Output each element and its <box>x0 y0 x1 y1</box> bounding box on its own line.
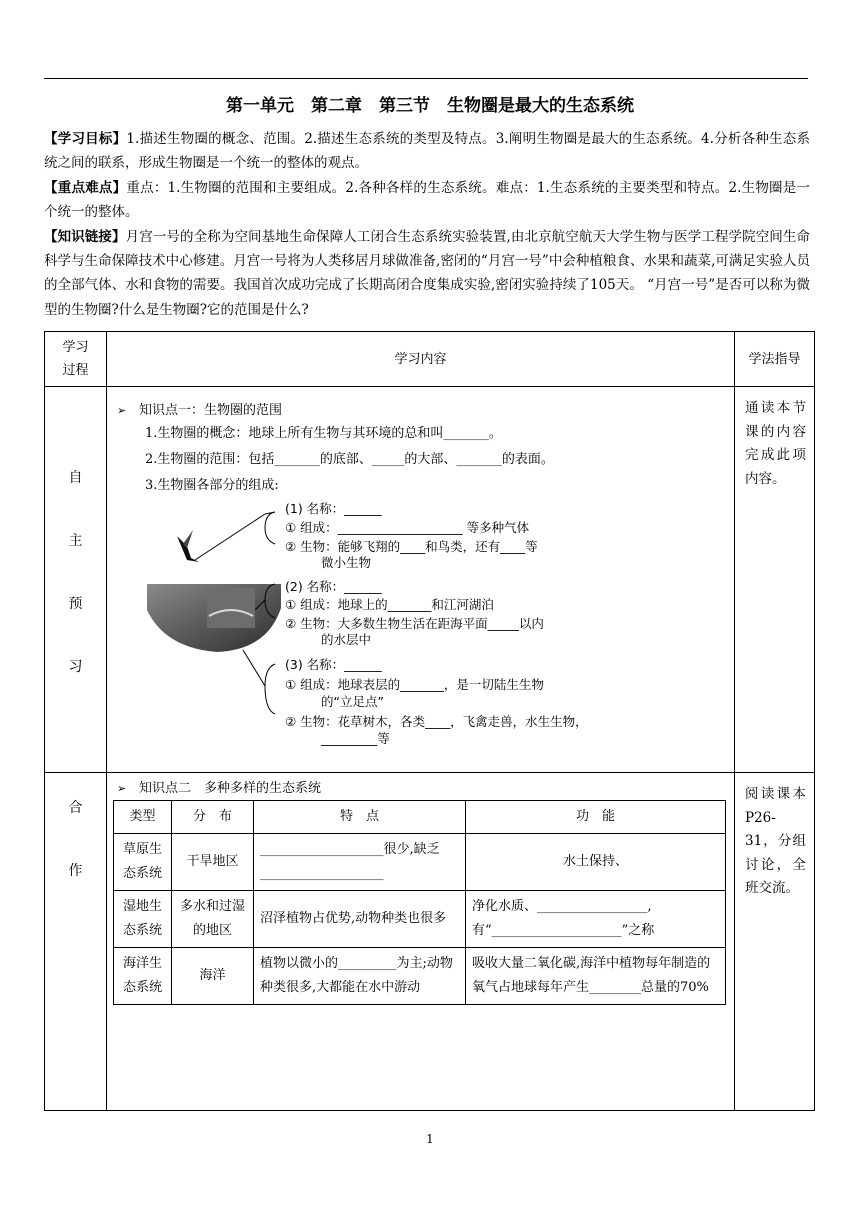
study-table <box>44 331 815 1111</box>
intro-section <box>44 127 810 322</box>
atmosphere-name: (1) 名称：______ <box>285 501 382 516</box>
brace-icon <box>265 512 275 544</box>
hydrosphere-composition: ① 组成：地球上的_______和江河湖泊 <box>285 597 494 612</box>
self-study-content <box>107 387 735 773</box>
row-features: ___________________很少,缺乏___________________ <box>254 834 466 891</box>
cooperate-row <box>45 773 815 1111</box>
knowledge-link: 【知识链接】月宫一号的全称为空间基地生命保障人工闭合生态系统实验装置,由北京航空航天大学生物与医学工程学院空间生命科学与生命保障技术中心修建。月宫一号将为人类移居月球做准备,密闭的“月宫一号”中会种植粮食、水果和蔬菜,可满足实验人员的全部气体、水和食物的需要。我国首次成功完成了长期高闭合度集成实验,密闭实验持续了105天。 “月宫一号”是否可以称为微型的生物圈?什么是生物圈?它的范围是什么? <box>44 228 811 318</box>
knowledge-point-2: ➢ 知识点二 多种多样的生态系统 <box>117 781 322 796</box>
table-row <box>114 891 726 948</box>
arrow-bullet-icon: ➢ <box>117 782 127 795</box>
header-process: 学习过程 <box>45 332 107 387</box>
page-number: 1 <box>426 1132 434 1146</box>
row-distribution: 干旱地区 <box>172 834 254 891</box>
page-title: 第一单元 第二章 第三节 生物圈是最大的生态系统 <box>226 96 634 116</box>
lithosphere-composition: ① 组成：地球表层的_______，是一切陆生生物 <box>285 677 544 692</box>
row-type: 湿地生态系统 <box>114 891 172 948</box>
atmosphere-composition: ① 组成：____________________ 等多种气体 <box>285 520 530 535</box>
knowledge-point-1: ➢ 知识点一：生物圈的范围 <box>117 403 283 418</box>
connector-line <box>195 512 275 560</box>
table-row <box>114 948 726 1005</box>
row-function: 净化水质、_________________,有“____________________”之称 <box>466 891 726 948</box>
row-distribution: 多水和过湿的地区 <box>172 891 254 948</box>
table-row <box>114 834 726 891</box>
arrow-bullet-icon: ➢ <box>117 404 127 417</box>
row-function: 水土保持、 <box>466 834 726 891</box>
list-item: 1.生物圈的概念：地球上所有生物与其环境的总和叫_______。 <box>145 426 502 441</box>
self-study-row <box>45 387 815 773</box>
row-function: 吸收大量二氧化碳,海洋中植物每年制造的氧气占地球每年产生________总量的70% <box>466 948 726 1005</box>
lithosphere-organisms: ② 生物：花草树木，各类____，飞禽走兽，水生生物， <box>285 714 588 729</box>
table-header <box>45 332 815 387</box>
stage-cooperate: 合 作 <box>45 773 107 1111</box>
lithosphere-name: (3) 名称：______ <box>285 657 382 672</box>
ecosystem-header <box>114 801 726 834</box>
water-photo <box>207 588 255 628</box>
row-distribution: 海洋 <box>172 948 254 1005</box>
biosphere-diagram <box>147 500 627 760</box>
list-item: 3.生物圈各部分的组成: <box>145 478 279 493</box>
lithosphere-composition-2: 的“立足点” <box>321 694 384 709</box>
row-type: 海洋生态系统 <box>114 948 172 1005</box>
hydrosphere-name: (2) 名称：______ <box>285 579 382 594</box>
row-features: 植物以微小的_________为主;动物种类很多,大都能在水中游动 <box>254 948 466 1005</box>
header-content: 学习内容 <box>107 332 735 387</box>
stage-self-study: 自 主 预 习 <box>45 387 107 773</box>
guide-cooperate: 阅读课本P26-31，分组讨论，全班交流。 <box>735 773 815 1111</box>
row-type: 草原生态系统 <box>114 834 172 891</box>
top-rule <box>44 78 808 79</box>
atmosphere-organisms: ② 生物：能够飞翔的____和鸟类，还有____等 <box>285 539 538 554</box>
objectives: 【学习目标】1.描述生物圈的概念、范围。2.描述生态系统的类型及特点。3.阐明生物圈是最大的生态系统。4.分析各种生态系统之间的联系，形成生物圈是一个统一的整体的观点。 <box>44 131 811 172</box>
key-points: 【重点难点】重点：1.生物圈的范围和主要组成。2.各种各样的生态系统。难点：1.生态系统的主要类型和特点。2.生物圈是一个统一的整体。 <box>44 179 811 221</box>
header-guide: 学法指导 <box>735 332 815 387</box>
col-features: 特 点 <box>254 801 466 834</box>
row-features: 沼泽植物占优势,动物种类也很多 <box>254 891 466 948</box>
bird-wing-icon <box>183 530 193 548</box>
list-item: 2.生物圈的范围：包括_______的底部、_____的大部、_______的表面。 <box>145 452 554 467</box>
col-distribution: 分 布 <box>172 801 254 834</box>
ecosystem-table <box>113 800 726 1005</box>
col-type: 类型 <box>114 801 172 834</box>
guide-self-study: 通读本节课的内容完成此项内容。 <box>735 387 815 773</box>
hydrosphere-organisms: ② 生物：大多数生物生活在距海平面_____以内 <box>285 616 544 631</box>
cooperate-content <box>107 773 735 1111</box>
col-function: 功 能 <box>466 801 726 834</box>
hydrosphere-organisms-2: 的水层中 <box>321 632 372 647</box>
brace-icon <box>243 650 275 714</box>
lithosphere-organisms-2: _________等 <box>321 731 390 746</box>
atmosphere-organisms-2: 微小生物 <box>321 555 372 570</box>
